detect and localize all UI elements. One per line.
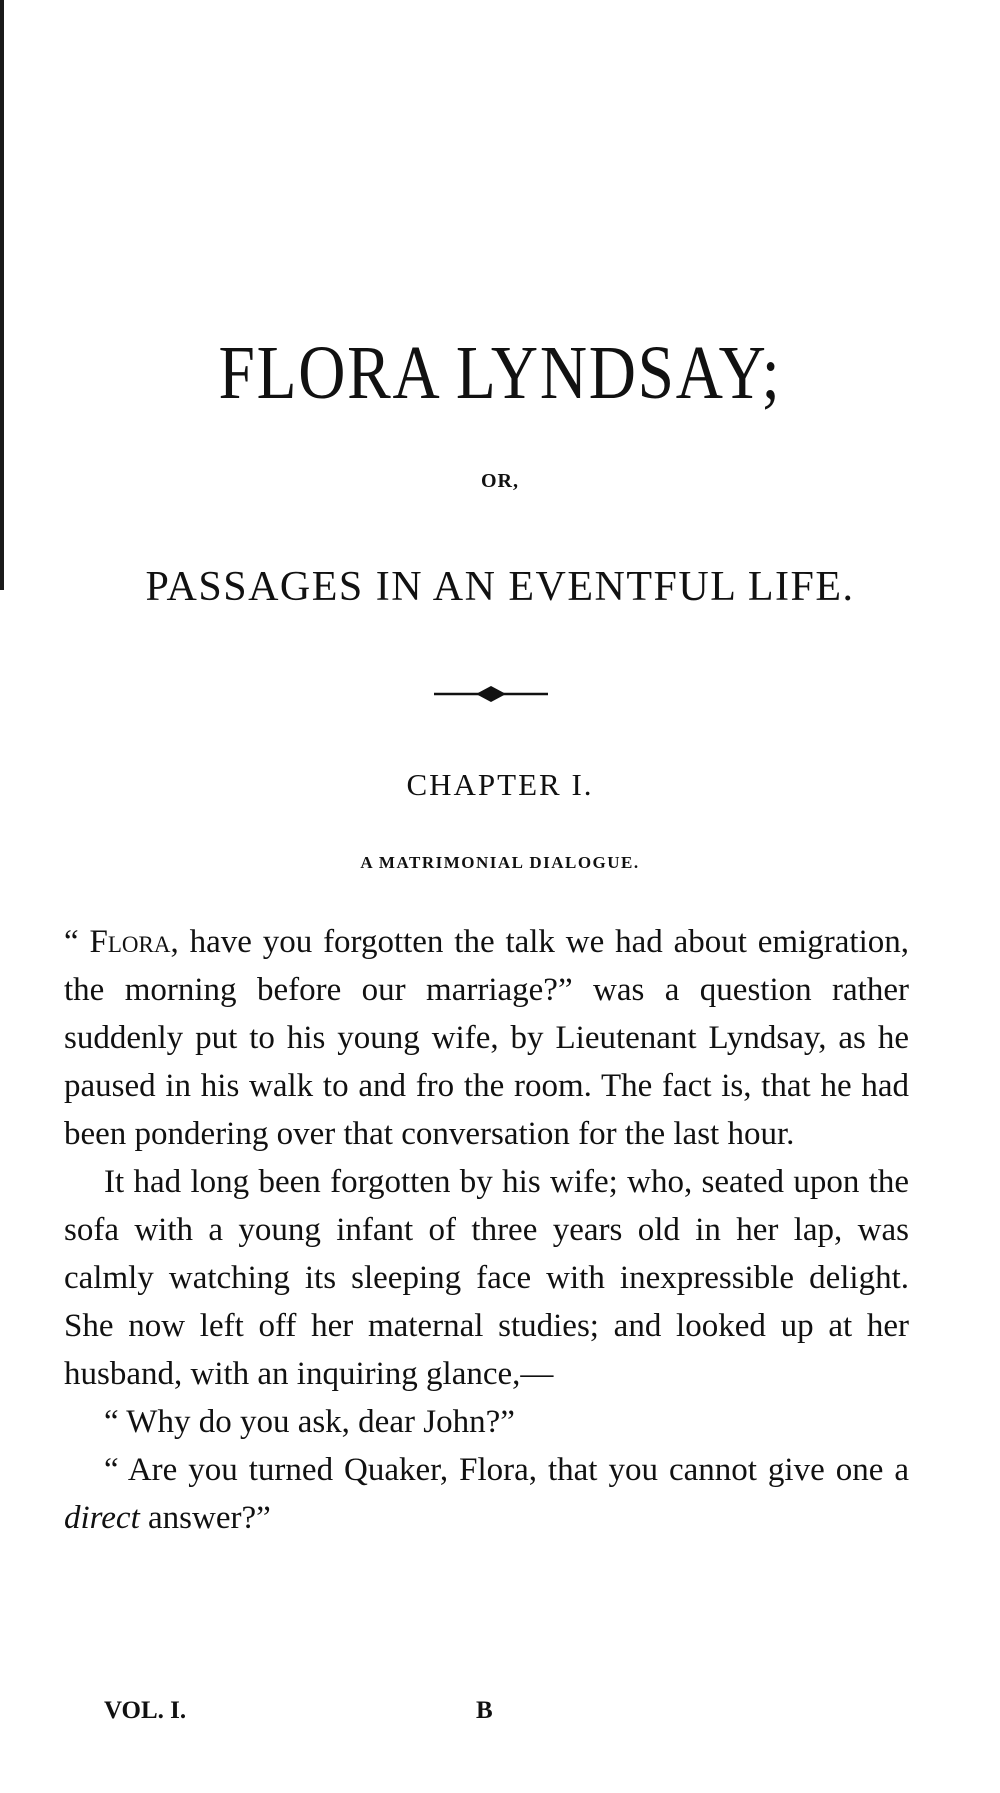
paragraph-text: answer?” bbox=[139, 1500, 271, 1536]
character-name: Flora bbox=[89, 924, 171, 960]
volume-mark: VOL. I. bbox=[104, 1697, 187, 1724]
paragraph: “ Why do you ask, dear John?” bbox=[104, 1404, 515, 1440]
chapter-subtitle: A MATRIMONIAL DIALOGUE. bbox=[360, 853, 640, 872]
paragraph bbox=[64, 918, 909, 1158]
ornament-divider-icon bbox=[432, 684, 550, 704]
chapter-heading: CHAPTER I. bbox=[406, 767, 594, 802]
title-conjunction: OR, bbox=[481, 470, 519, 492]
paragraph: It had long been forgotten by his wife; who, seated upon the sofa with a young infant of three years old in her lap, was calmly watching its sleeping face with inexpressible delight. She now left off her maternal studies; and looked up at her husband, with an inquiring glance,— bbox=[64, 1164, 909, 1392]
paragraph-text: , have you forgotten the talk we had about emigration, the morning before our marriage?” was a question rather suddenly put to his young wife, by Lieutenant Lyndsay, as he paused in his walk to and fro the room. The fact is, that he had been pondering over that conversation for the last hour. bbox=[64, 924, 909, 1152]
page-edge-shadow bbox=[0, 0, 4, 590]
chapter-body bbox=[64, 918, 909, 1542]
signature-mark: B bbox=[476, 1697, 493, 1724]
paragraph bbox=[64, 1446, 909, 1542]
paragraph-text: “ Are you turned Quaker, Flora, that you cannot give one a bbox=[104, 1452, 909, 1488]
book-subtitle: PASSAGES IN AN EVENTFUL LIFE. bbox=[145, 564, 855, 610]
book-title: FLORA LYNDSAY; bbox=[218, 331, 782, 415]
emphasis-text: direct bbox=[64, 1500, 140, 1536]
open-quote: “ bbox=[64, 924, 90, 960]
